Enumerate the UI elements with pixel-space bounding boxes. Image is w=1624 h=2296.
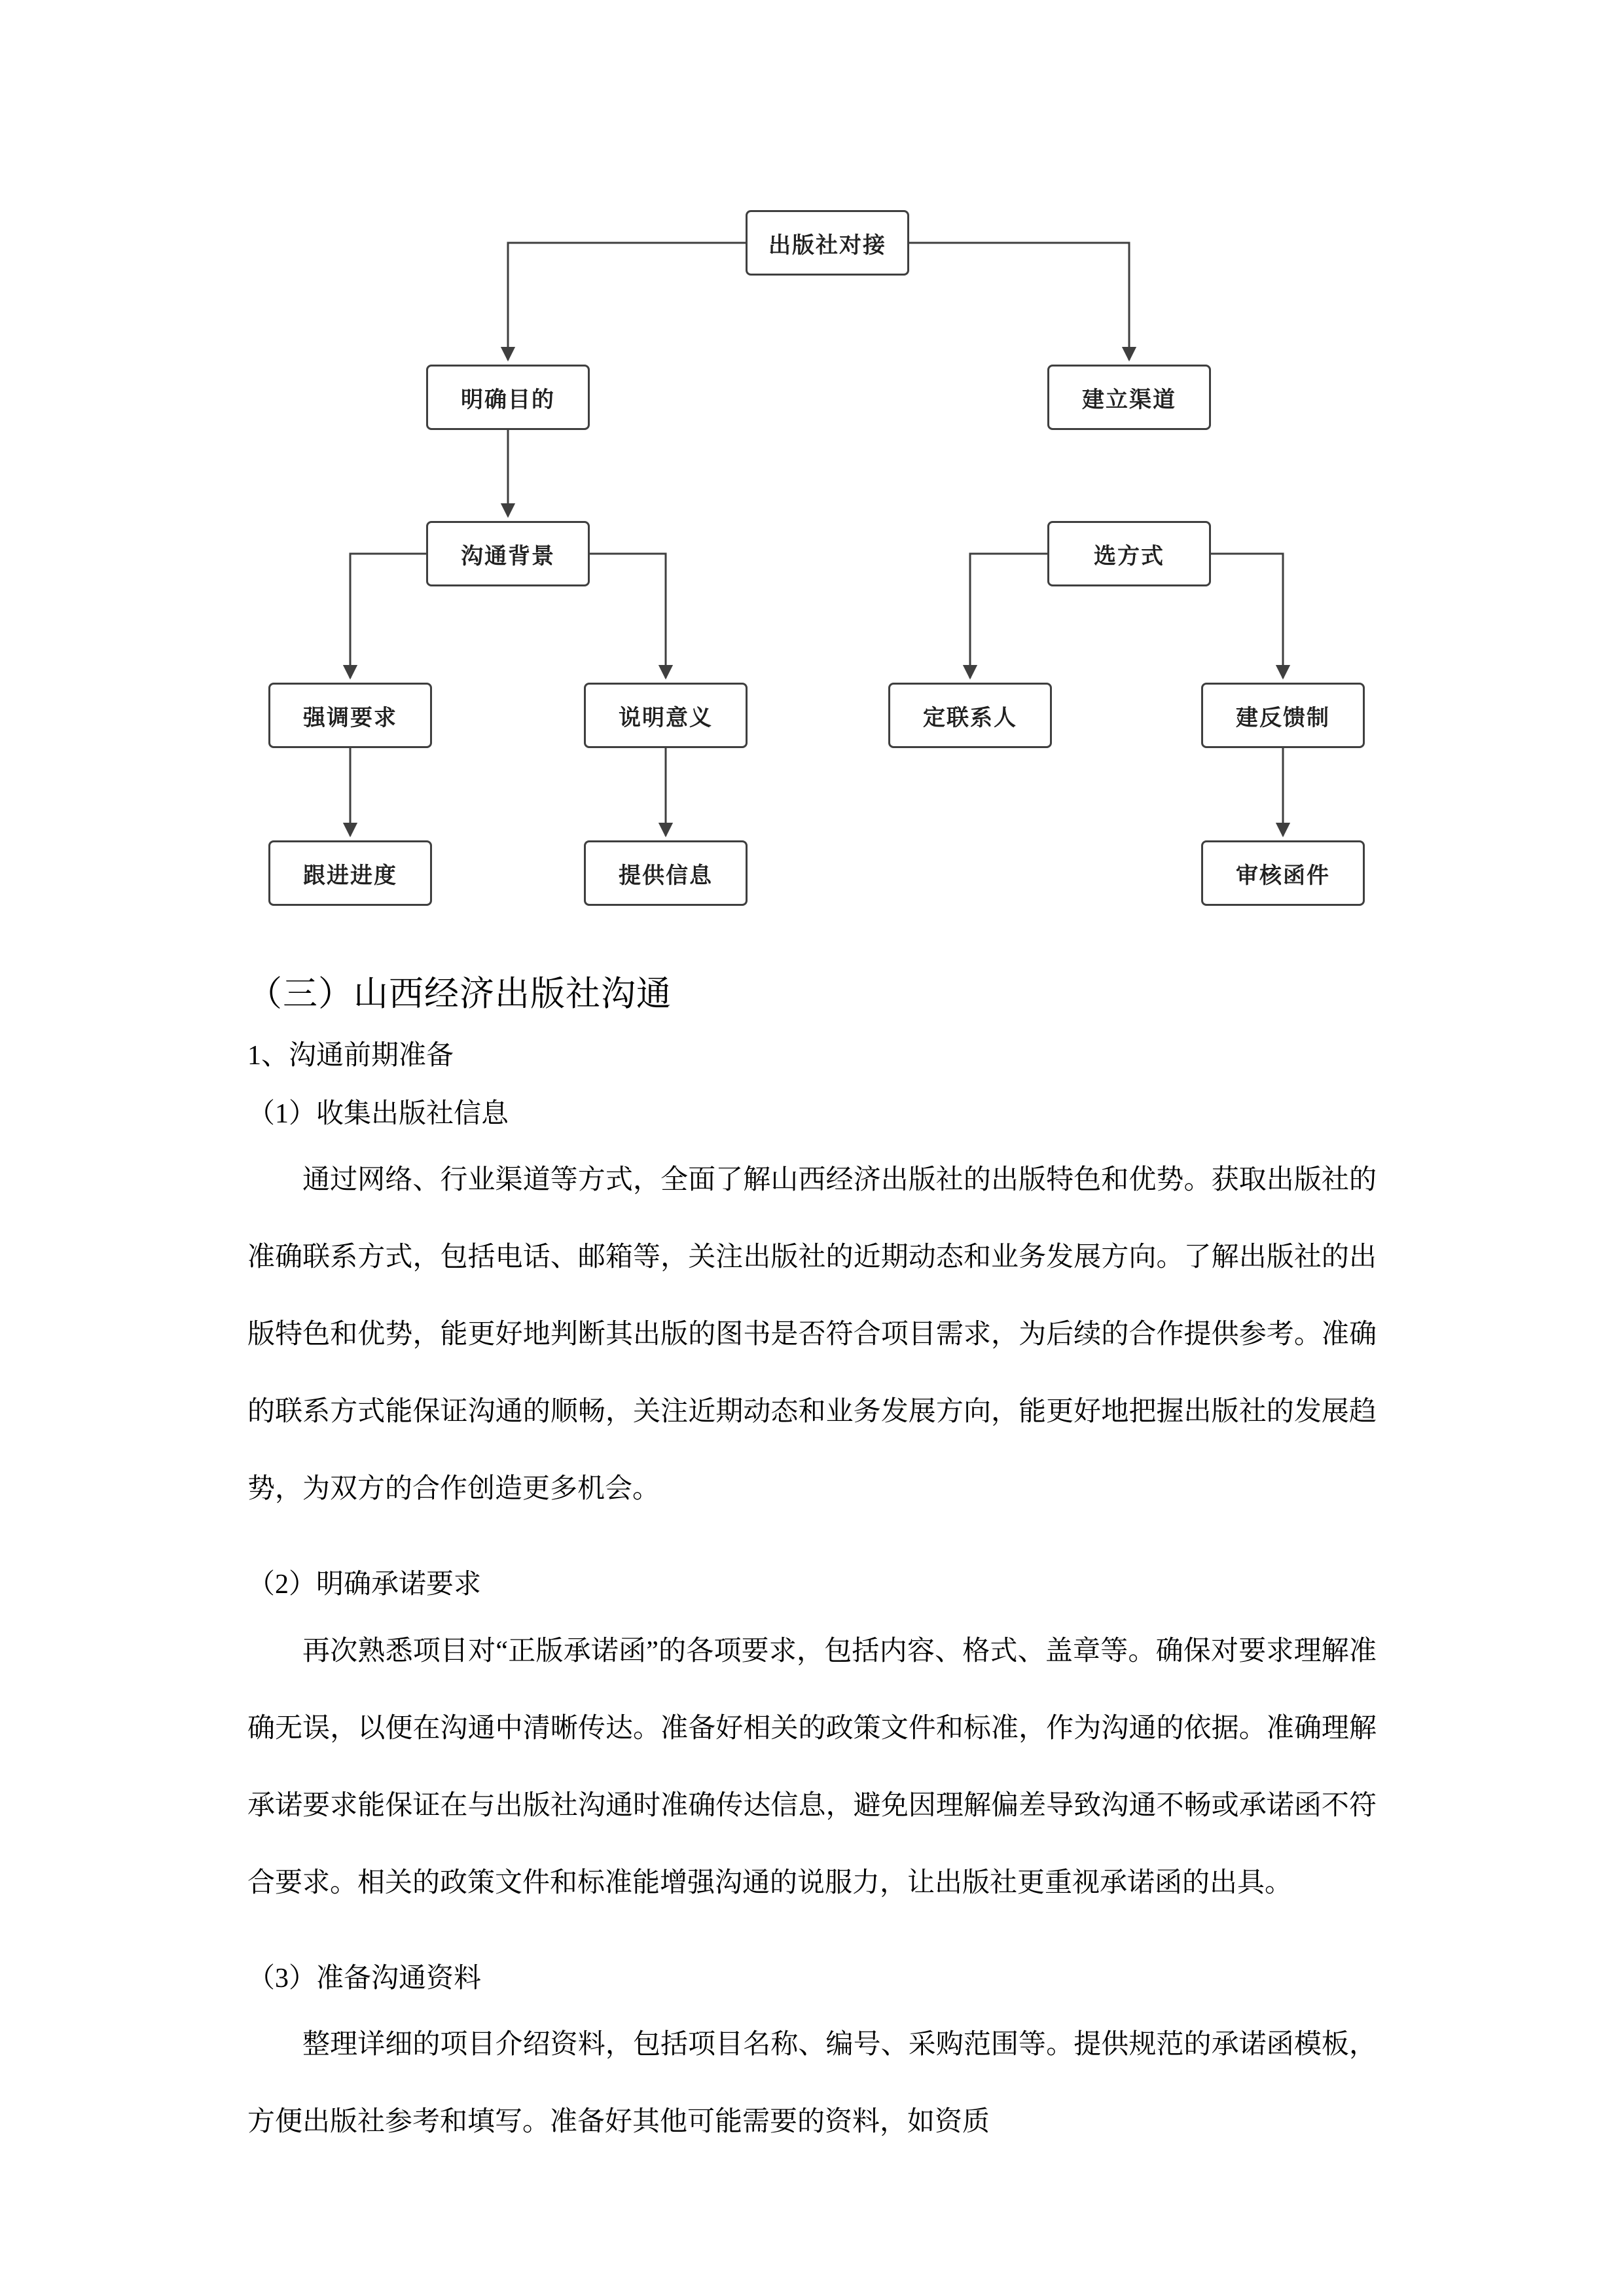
section-heading: （三）山西经济出版社沟通 — [247, 975, 672, 1013]
flowchart-connectors — [0, 0, 1624, 949]
node-label: 建立渠道 — [1082, 387, 1176, 412]
node-label: 跟进进度 — [303, 863, 397, 888]
node-communication-background — [426, 521, 590, 586]
node-label: 建反馈制 — [1236, 706, 1330, 730]
node-label: 审核函件 — [1236, 863, 1330, 888]
node-choose-method — [1047, 521, 1211, 586]
item-body-3: 整理详细的项目介绍资料，包括项目名称、编号、采购范围等。提供规范的承诺函模板，方便出版社参考和填写。准备好其他可能需要的资料，如资质 — [247, 2030, 1377, 2138]
node-label: 出版社对接 — [768, 233, 886, 258]
node-establish-channel — [1047, 365, 1211, 430]
node-publisher-docking — [746, 210, 909, 276]
node-build-feedback — [1201, 683, 1365, 748]
node-provide-info — [584, 840, 748, 906]
node-label: 定联系人 — [923, 706, 1017, 730]
node-label: 沟通背景 — [461, 544, 555, 569]
document-body — [247, 969, 1377, 2161]
node-explain-significance — [584, 683, 748, 748]
item-body-1: 通过网络、行业渠道等方式，全面了解山西经济出版社的出版特色和优势。获取出版社的准确联系方式，包括电话、邮箱等，关注出版社的近期动态和业务发展方向。了解出版社的出版特色和优势，能更好地判断其出版的图书是否符合项目需求，为后续的合作提供参考。准确的联系方式能保证沟通的顺畅，关注近期动态和业务发展方向，能更好地把握出版社的发展趋势，为双方的合作创造更多机会。 — [247, 1165, 1377, 1505]
flowchart — [0, 0, 1624, 949]
item-body-2: 再次熟悉项目对“正版承诺函”的各项要求，包括内容、格式、盖章等。确保对要求理解准确无误，以便在沟通中清晰传达。准备好相关的政策文件和标准，作为沟通的依据。准确理解承诺要求能保证在与出版社沟通时准确传达信息，避免因理解偏差导致沟通不畅或承诺函不符合要求。相关的政策文件和标准能增强沟通的说服力，让出版社更重视承诺函的出具。 — [247, 1636, 1377, 1898]
node-follow-progress — [268, 840, 432, 906]
node-label: 强调要求 — [303, 706, 397, 730]
node-label: 选方式 — [1094, 544, 1164, 569]
item-title-1: （1）收集出版社信息 — [247, 1098, 509, 1129]
subsection-heading: 1、沟通前期准备 — [247, 1040, 454, 1071]
node-emphasize-requirements — [268, 683, 432, 748]
node-label: 说明意义 — [619, 706, 713, 730]
node-clarify-purpose — [426, 365, 590, 430]
node-label: 提供信息 — [619, 863, 713, 888]
item-title-2: （2）明确承诺要求 — [247, 1570, 482, 1600]
node-review-letters — [1201, 840, 1365, 906]
node-label: 明确目的 — [461, 387, 555, 412]
node-set-contact — [888, 683, 1052, 748]
item-title-3: （3）准备沟通资料 — [247, 1963, 482, 1994]
